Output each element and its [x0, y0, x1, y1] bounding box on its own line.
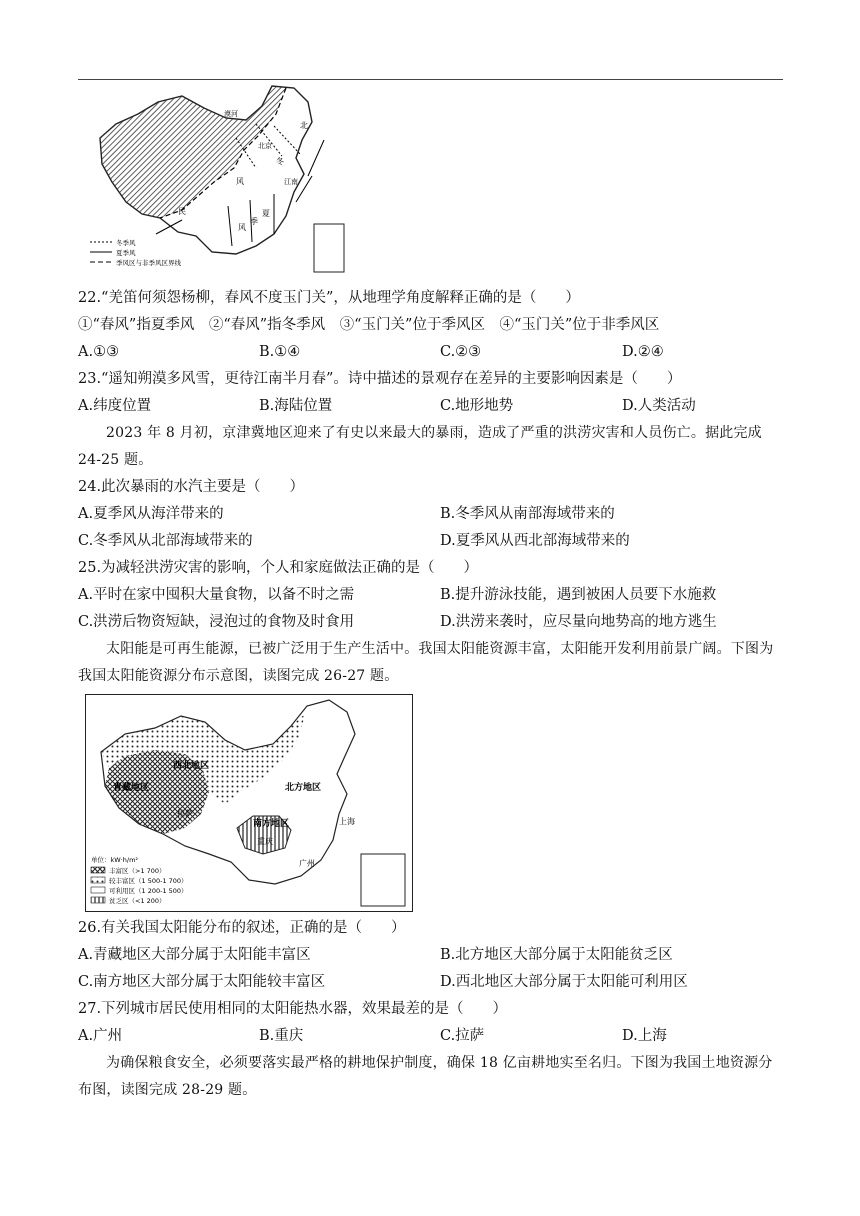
map1-legend-boundary: 季风区与非季风区界线 [116, 259, 181, 267]
intro-26-27: 太阳能是可再生能源，已被广泛用于生产生活中。我国太阳能资源丰富，太阳能开发利用前景广阔。下图为我国太阳能资源分布示意图，读图完成 26-27 题。 [78, 641, 774, 684]
map1-legend-winter: 冬季风 [116, 239, 136, 247]
q24-stem: 24.此次暴雨的水汽主要是（ ） [78, 479, 305, 495]
map1-legend-summer: 夏季风 [116, 249, 136, 257]
map1-label-jiangnan: 江南 [284, 178, 298, 186]
map1-label-mohe: 漠河 [224, 110, 238, 118]
q24-option-d[interactable]: D.夏季风从西北部海域带来的 [440, 533, 630, 549]
map2-legend-rich: 丰富区（>1 700） [109, 867, 166, 875]
q25-option-d[interactable]: D.洪涝来袭时，应尽量向地势高的地方逃生 [440, 614, 717, 630]
q26-stem: 26.有关我国太阳能分布的叙述，正确的是（ ） [78, 920, 406, 936]
q22-option-d[interactable]: D.②④ [622, 344, 664, 360]
q26-option-c[interactable]: C.南方地区大部分属于太阳能较丰富区 [78, 974, 326, 990]
q25-option-b[interactable]: B.提升游泳技能，遇到被困人员要下水施救 [440, 587, 717, 603]
q22-option-c[interactable]: C.②③ [440, 344, 482, 360]
south-sea-inset [314, 224, 344, 272]
q22-stem: 22.“羌笛何须怨杨柳，春风不度玉门关”，从地理学角度解释正确的是（ ） [78, 290, 580, 306]
map2-unit: 单位：kW·h/m² [91, 856, 139, 864]
map1-label-beijing: 北京 [258, 142, 272, 150]
q23-stem: 23.“遥知朔漠多风雪，更待江南半月春”。诗中描述的景观存在差异的主要影响因素是（ ） [78, 371, 682, 387]
q25-stem: 25.为减轻洪涝灾害的影响，个人和家庭做法正确的是（ ） [78, 560, 479, 576]
q23-option-b[interactable]: B.海陆位置 [259, 398, 333, 414]
label-lasa: 拉萨 [177, 809, 193, 818]
q22-option-a[interactable]: A.①③ [78, 344, 120, 360]
label-shanghai: 上海 [339, 817, 355, 826]
q26-option-b[interactable]: B.北方地区大部分属于太阳能贫乏区 [440, 947, 673, 963]
q22-statements: ①“春风”指夏季风 ②“春风”指冬季风 ③“玉门关”位于季风区 ④“玉门关”位于非季风区 [78, 317, 660, 333]
q26-option-d[interactable]: D.西北地区大部分属于太阳能可利用区 [440, 974, 688, 990]
q27-stem: 27.下列城市居民使用相同的太阳能热水器，效果最差的是（ ） [78, 1001, 508, 1017]
map1-label-season: 季 [250, 217, 258, 226]
q22-option-b[interactable]: B.①④ [259, 344, 301, 360]
q27-option-b[interactable]: B.重庆 [259, 1028, 304, 1044]
map2-legend-poor: 贫乏区（<1 200） [109, 897, 166, 905]
label-qingzang: 青藏地区 [113, 783, 150, 793]
q24-option-c[interactable]: C.冬季风从北部海域带来的 [78, 533, 253, 549]
map1-label-min: 民 [178, 207, 186, 216]
map1-label-summer: 夏 [262, 209, 270, 218]
intro-24-25: 2023 年 8 月初，京津冀地区迎来了有史以来最大的暴雨，造成了严重的洪涝灾害和人员伤亡。据此完成 24-25 题。 [78, 425, 762, 468]
intro-28-29: 为确保粮食安全，必须要落实最严格的耕地保护制度，确保 18 亿亩耕地实至名归。下图为我国土地资源分布图，读图完成 28-29 题。 [78, 1055, 773, 1098]
map1-label-winter: 冬 [276, 157, 284, 166]
header-rule [78, 79, 783, 80]
label-northwest: 西北地区 [173, 761, 210, 771]
q23-option-a[interactable]: A.纬度位置 [78, 398, 152, 414]
q27-option-a[interactable]: A.广州 [78, 1028, 123, 1044]
map2-legend-fairly-rich: 较丰富区（1 500-1 700） [109, 877, 188, 885]
q24-option-b[interactable]: B.冬季风从南部海域带来的 [440, 506, 615, 522]
map1-label-wind-1: 风 [236, 177, 244, 186]
label-chongqing: 重庆 [257, 837, 273, 846]
monsoon-map [86, 84, 356, 280]
south-sea-inset-2 [361, 854, 405, 906]
solar-energy-map [85, 694, 413, 912]
label-north: 北方地区 [285, 783, 322, 793]
q24-option-a[interactable]: A.夏季风从海洋带来的 [78, 506, 224, 522]
map2-legend-usable: 可利用区（1 200-1 500） [109, 887, 188, 895]
q25-option-c[interactable]: C.洪涝后物资短缺，浸泡过的食物及时食用 [78, 614, 355, 630]
q25-option-a[interactable]: A.平时在家中囤积大量食物，以备不时之需 [78, 587, 355, 603]
map1-label-north: 北 [300, 121, 308, 130]
q23-option-c[interactable]: C.地形地势 [440, 398, 514, 414]
label-south: 南方地区 [253, 819, 290, 829]
q27-option-c[interactable]: C.拉萨 [440, 1028, 485, 1044]
q26-option-a[interactable]: A.青藏地区大部分属于太阳能丰富区 [78, 947, 311, 963]
label-guangzhou: 广州 [299, 859, 315, 868]
map1-label-wind-2: 风 [238, 223, 246, 232]
q23-option-d[interactable]: D.人类活动 [622, 398, 696, 414]
q27-option-d[interactable]: D.上海 [622, 1028, 667, 1044]
